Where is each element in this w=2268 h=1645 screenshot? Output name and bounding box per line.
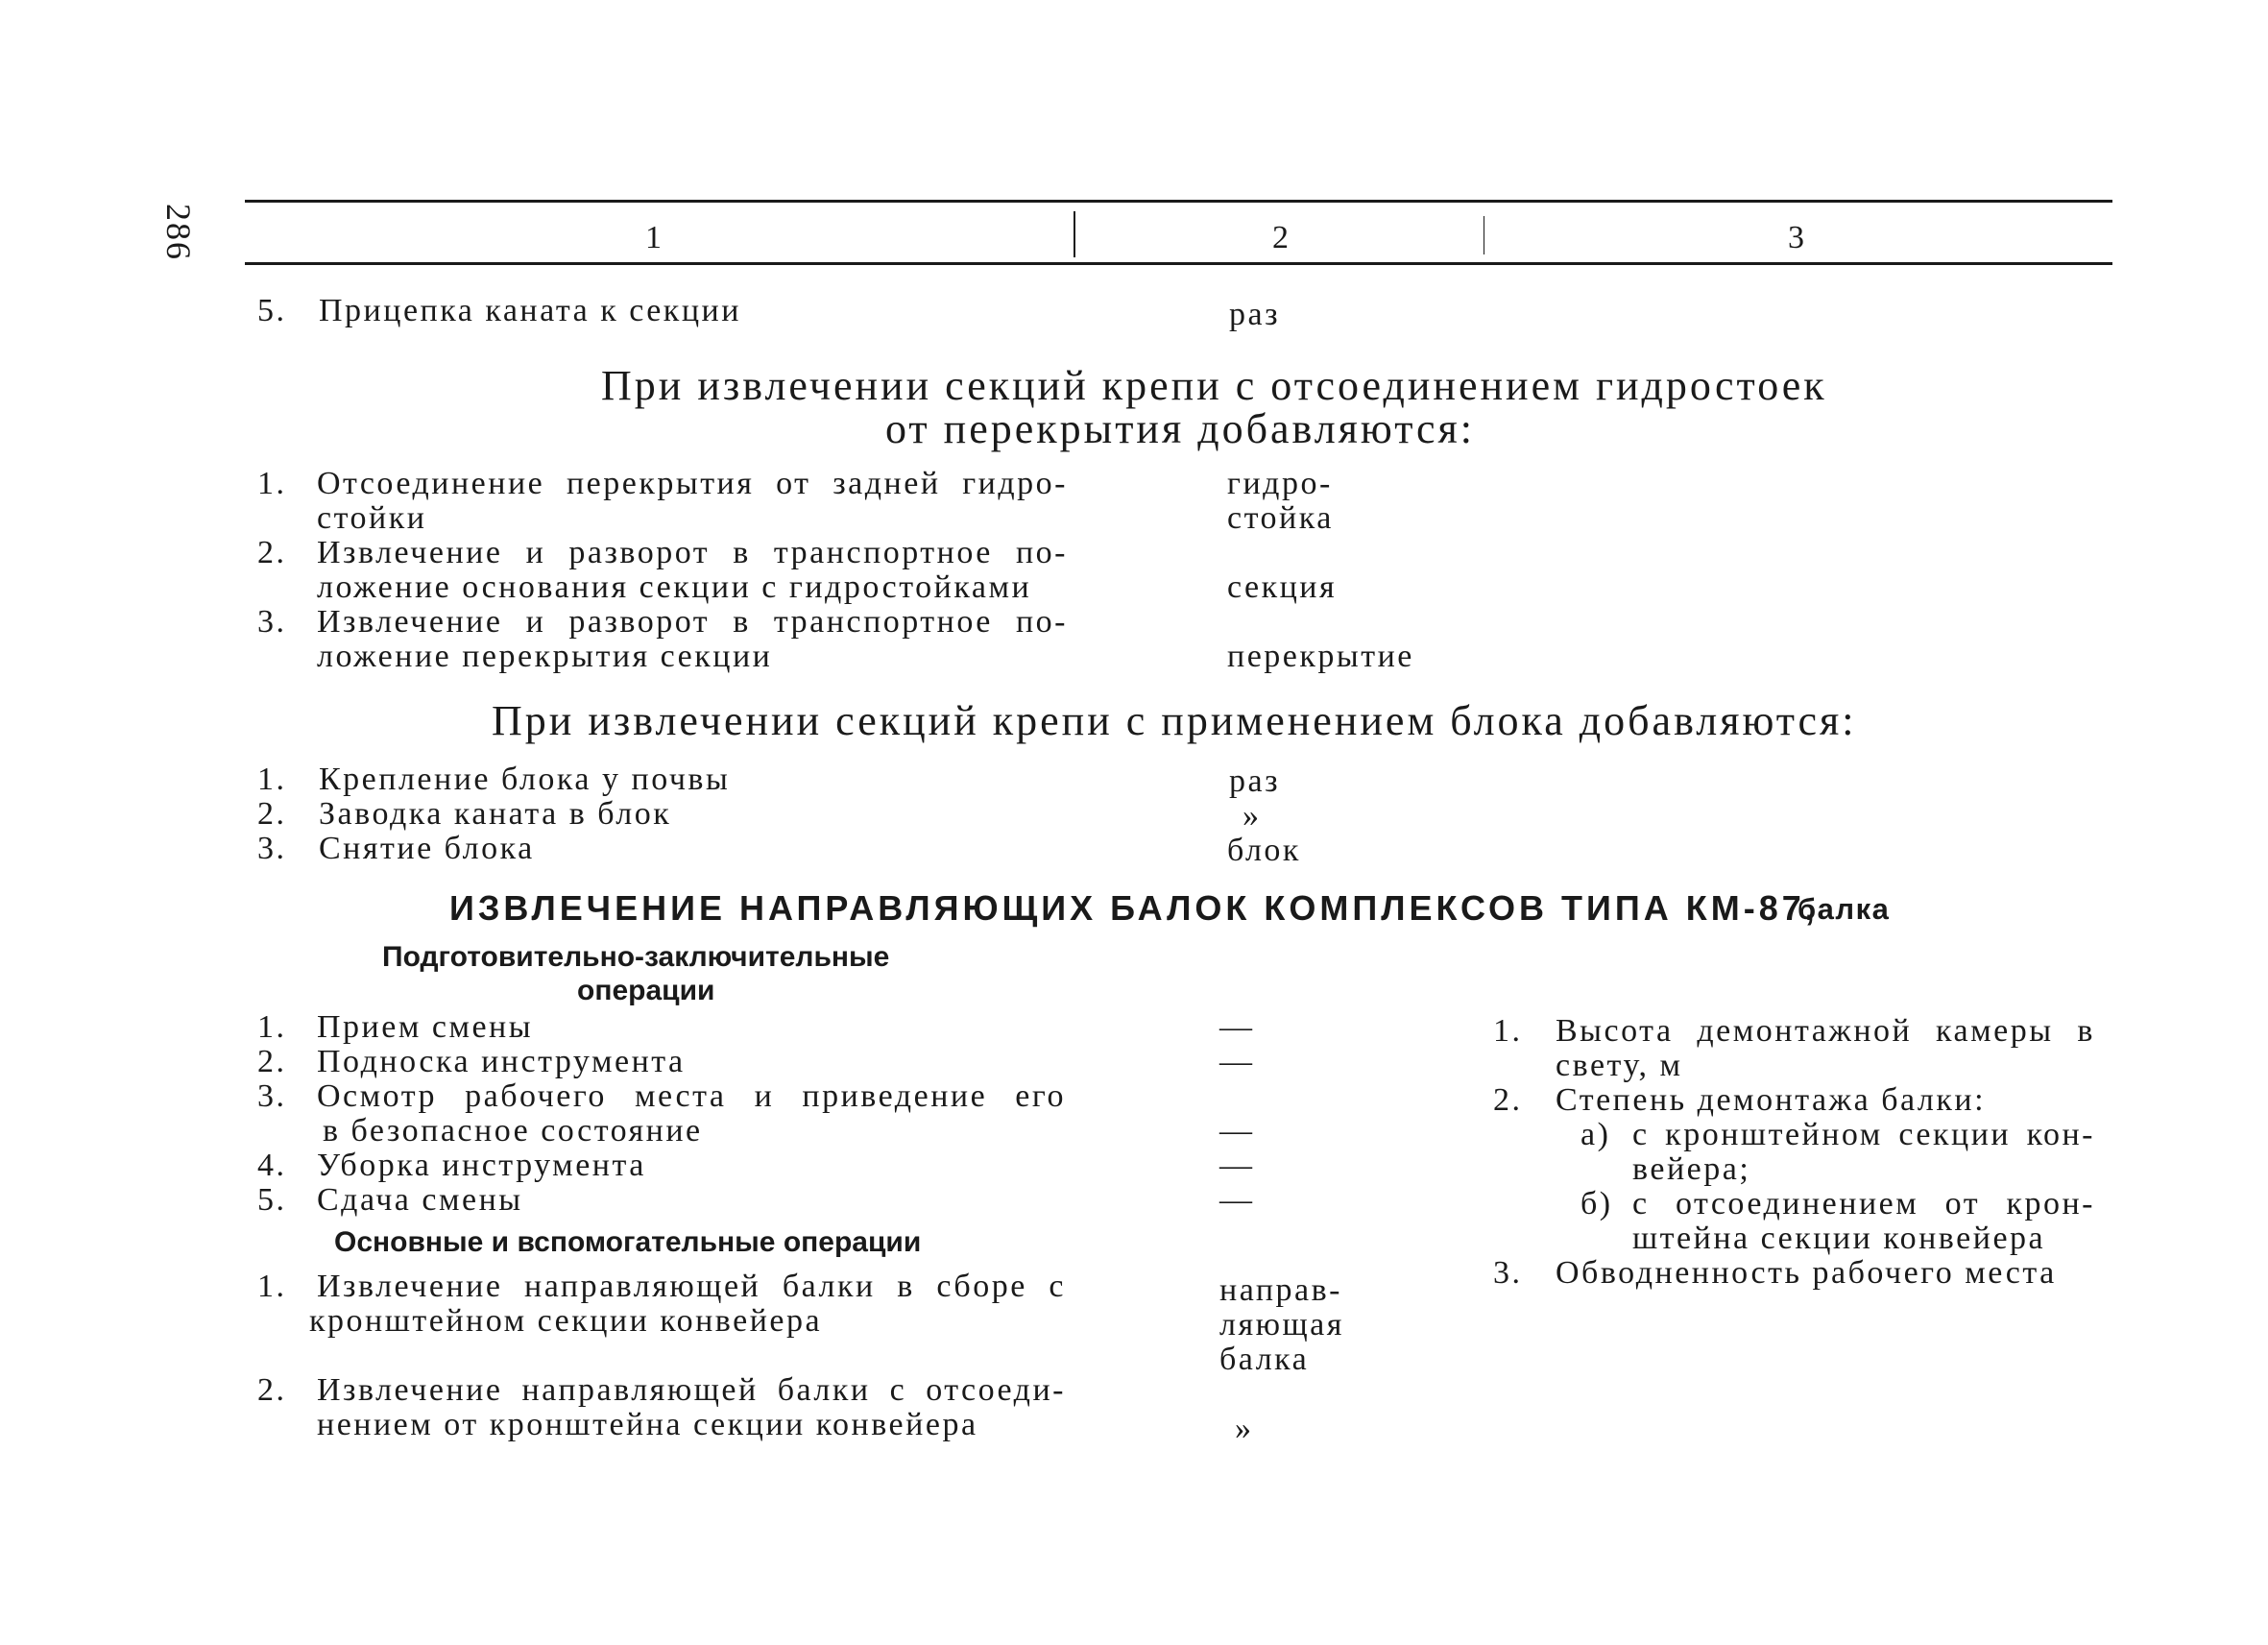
list-item-text: Прием смены	[317, 1009, 534, 1045]
list-item-number: 2.	[257, 1044, 287, 1079]
list-item-text: Заводка каната в блок	[319, 796, 672, 832]
list-item-text: Уборка инструмента	[317, 1148, 646, 1183]
list-item-number: 3.	[257, 831, 287, 866]
list-item-text-cont: в безопасное состояние	[323, 1113, 703, 1149]
list-item-text: Сдача смены	[317, 1182, 523, 1218]
main-heading: Основные и вспомогательные операции	[334, 1226, 922, 1258]
factor-subitem-text-cont: штейна секции конвейера	[1632, 1221, 2046, 1256]
factor-text: Обводненность рабочего места	[1556, 1255, 2057, 1291]
list-item-unit: —	[1219, 1113, 1255, 1149]
factor-number: 3.	[1493, 1255, 1523, 1291]
list-item-unit: —	[1219, 1009, 1255, 1045]
column-header-3: 3	[1788, 220, 1807, 255]
list-item-unit: раз	[1229, 763, 1281, 799]
list-item-text: Извлечение направляющей балки с отсоеди-	[317, 1372, 1066, 1408]
list-item-text-cont: ложение перекрытия секции	[317, 639, 773, 674]
list-item-unit: »	[1243, 798, 1262, 834]
page-number: 286	[159, 204, 198, 261]
factor-subitem-label: а)	[1580, 1117, 1611, 1152]
list-item-text: Извлечение и разворот в транспортное по-	[317, 604, 1068, 640]
prep-heading-cont: операции	[577, 975, 715, 1006]
list-item-number: 3.	[257, 604, 287, 640]
list-item-text: Осмотр рабочего места и приведение его	[317, 1078, 1066, 1114]
list-item-text: Отсоединение перекрытия от задней гидро-	[317, 466, 1068, 501]
list-item-text: Извлечение и разворот в транспортное по-	[317, 535, 1068, 570]
header-bottom-rule	[245, 262, 2112, 265]
section-title: ИЗВЛЕЧЕНИЕ НАПРАВЛЯЮЩИХ БАЛОК КОМПЛЕКСОВ ТИПА КМ-87,	[449, 888, 1819, 928]
column-header-2: 2	[1272, 220, 1291, 255]
list-item-text: Снятие блока	[319, 831, 535, 866]
list-item-unit: гидро-	[1227, 466, 1333, 501]
row-unit: раз	[1229, 297, 1281, 332]
list-item-number: 2.	[257, 535, 287, 570]
list-item-text-cont: ложение основания секции с гидростойками	[317, 569, 1032, 605]
list-item-unit-cont: балка	[1219, 1342, 1310, 1377]
row-text: Прицепка каната к секции	[319, 293, 741, 328]
prep-heading: Подготовительно-заключительные	[382, 941, 890, 973]
list-item-text: Подноска инструмента	[317, 1044, 686, 1079]
list-item-unit: направ-	[1219, 1272, 1342, 1308]
list-item-unit-cont: стойка	[1227, 500, 1334, 536]
factor-subitem-label: б)	[1580, 1186, 1613, 1222]
factor-subitem-text-cont: вейера;	[1632, 1151, 1751, 1187]
factor-number: 2.	[1493, 1082, 1523, 1118]
list-item-number: 2.	[257, 1372, 287, 1408]
column-header-1: 1	[645, 220, 664, 255]
list-item-unit: секция	[1227, 569, 1338, 605]
list-item-text-cont: кронштейном секции конвейера	[309, 1303, 823, 1339]
list-item-unit-cont: ляющая	[1219, 1307, 1344, 1343]
header-top-rule	[245, 200, 2112, 203]
list-item-unit: »	[1235, 1411, 1254, 1446]
factor-number: 1.	[1493, 1013, 1523, 1049]
list-item-text: Извлечение направляющей балки в сборе с	[317, 1269, 1066, 1304]
section-heading: При извлечении секций крепи с отсоединением гидростоек	[601, 362, 1827, 409]
list-item-unit: —	[1219, 1182, 1255, 1218]
row-number: 5.	[257, 293, 287, 328]
list-item-text-cont: стойки	[317, 500, 427, 536]
list-item-number: 1.	[257, 466, 287, 501]
list-item-number: 5.	[257, 1182, 287, 1218]
list-item-text-cont: нением от кронштейна секции конвейера	[317, 1407, 978, 1442]
list-item-number: 1.	[257, 1269, 287, 1304]
list-item-text: Крепление блока у почвы	[319, 762, 731, 797]
section-heading: При извлечении секций крепи с применением блока добавляются:	[492, 697, 1857, 744]
list-item-unit: —	[1219, 1044, 1255, 1079]
factor-text: Высота демонтажной камеры в	[1556, 1013, 2095, 1049]
list-item-number: 4.	[257, 1148, 287, 1183]
header-divider-1	[1074, 211, 1075, 257]
factor-text: Степень демонтажа балки:	[1556, 1082, 1987, 1118]
section-heading-cont: от перекрытия добавляются:	[885, 405, 1475, 452]
list-item-unit: перекрытие	[1227, 639, 1414, 674]
factor-subitem-text: с кронштейном секции кон-	[1632, 1117, 2095, 1152]
list-item-number: 1.	[257, 762, 287, 797]
list-item-number: 1.	[257, 1009, 287, 1045]
list-item-number: 3.	[257, 1078, 287, 1114]
list-item-unit: блок	[1227, 833, 1301, 868]
factor-subitem-text: с отсоединением от крон-	[1632, 1186, 2095, 1222]
factor-text-cont: свету, м	[1556, 1048, 1683, 1083]
list-item-unit: —	[1219, 1148, 1255, 1183]
list-item-number: 2.	[257, 796, 287, 832]
section-title-unit: балка	[1798, 892, 1891, 926]
